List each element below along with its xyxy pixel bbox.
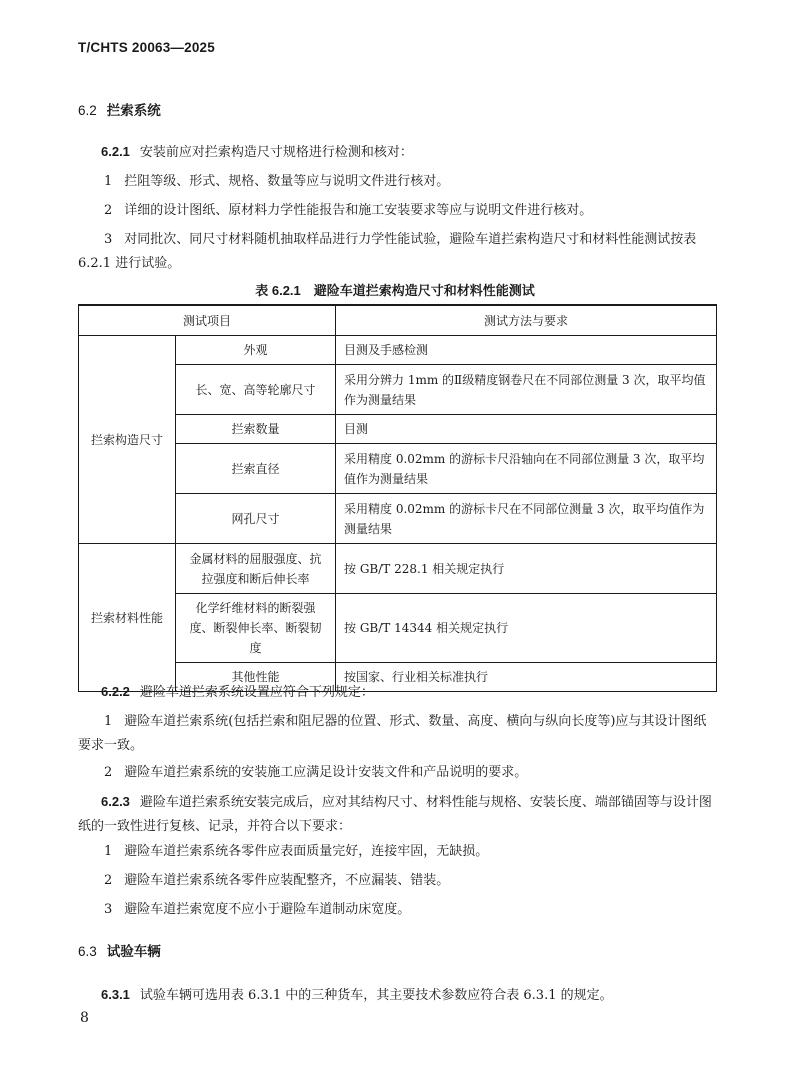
clause-6-2-2 [101,680,374,705]
list-item [78,228,718,276]
item-number: 1 [104,714,113,729]
header-cell: 测试项目 [79,305,336,336]
item-number: 2 [104,873,113,888]
spec-table [78,304,717,692]
item-text: 拦阻等级、形式、规格、数量等应与说明文件进行核对。 [124,174,450,189]
clause-number: 6.3.1 [101,987,130,1002]
page-number: 8 [80,1010,89,1026]
item-cell: 其他性能 [176,663,336,692]
list-item [104,199,592,223]
table-caption: 表 6.2.1 避险车道拦索构造尺寸和材料性能测试 [255,283,535,298]
document-code: T/CHTS 20063—2025 [78,40,215,55]
clause-text: 试验车辆可选用表 6.3.1 中的三种货车，其主要技术参数应符合表 6.3.1 的规定。 [139,988,613,1003]
table-header-row [79,305,717,336]
item-text: 详细的设计图纸、原材料力学性能报告和施工安装要求等应与说明文件进行核对。 [124,203,593,218]
item-cell: 外观 [176,336,336,365]
item-text: 避险车道拦索宽度不应小于避险车道制动床宽度。 [124,902,411,917]
section-number: 6.3 [78,944,97,959]
clause-number: 6.2.3 [101,794,130,809]
item-number: 1 [104,844,113,859]
header-cell: 测试方法与要求 [336,305,717,336]
section-heading-6-3 [78,940,161,960]
item-cell: 拦索数量 [176,415,336,444]
clause-text: 安装前应对拦索构造尺寸规格进行检测和核对： [139,145,413,160]
group-cell: 拦索材料性能 [79,544,176,692]
item-number: 1 [104,174,113,189]
table-row [79,544,717,594]
method-cell: 按 GB/T 228.1 相关规定执行 [336,544,717,594]
list-item [104,869,449,893]
clause-6-3-1 [101,983,613,1008]
clause-6-2-3 [78,790,718,839]
item-number: 2 [104,203,113,218]
group-cell: 拦索构造尺寸 [79,336,176,544]
method-cell: 按国家、行业相关标准执行 [336,663,717,692]
method-cell: 采用分辨力 1mm 的Ⅱ级精度钢卷尺在不同部位测量 3 次，取平均值作为测量结果 [336,365,717,415]
section-title: 拦索系统 [106,103,161,118]
item-text: 避险车道拦索系统(包括拦索和阻尼器的位置、形式、数量、高度、横向与纵向长度等)应与其设计图纸要求一致。 [78,714,707,753]
method-cell: 按 GB/T 14344 相关规定执行 [336,594,717,663]
table-row [79,336,717,365]
list-item [104,840,488,864]
method-cell: 采用精度 0.02mm 的游标卡尺在不同部位测量 3 次，取平均值作为测量结果 [336,494,717,544]
clause-number: 6.2.2 [101,684,130,699]
item-number: 2 [104,765,113,780]
item-cell: 化学纤维材料的断裂强度、断裂伸长率、断裂韧度 [176,594,336,663]
item-cell: 金属材料的屈服强度、抗拉强度和断后伸长率 [176,544,336,594]
item-cell: 网孔尺寸 [176,494,336,544]
clause-text: 避险车道拦索系统设置应符合下列规定： [139,685,374,700]
item-text: 避险车道拦索系统各零件应装配整齐，不应漏装、错装。 [124,873,450,888]
list-item [78,710,718,758]
section-heading-6-2 [78,99,161,119]
method-cell: 目测及手感检测 [336,336,717,365]
clause-6-2-1 [101,140,413,165]
section-number: 6.2 [78,103,97,118]
method-cell: 采用精度 0.02mm 的游标卡尺沿轴向在不同部位测量 3 次，取平均值作为测量结果 [336,444,717,494]
item-number: 3 [104,232,113,247]
list-item [104,170,449,194]
item-cell: 拦索直径 [176,444,336,494]
item-text: 避险车道拦索系统各零件应表面质量完好，连接牢固，无缺损。 [124,844,489,859]
item-text: 避险车道拦索系统的安装施工应满足设计安装文件和产品说明的要求。 [124,765,528,780]
section-title: 试验车辆 [106,944,161,959]
item-text: 对同批次、同尺寸材料随机抽取样品进行力学性能试验，避险车道拦索构造尺寸和材料性能测试按表 6.2.1 进行试验。 [78,232,697,271]
list-item [104,761,527,785]
clause-number: 6.2.1 [101,144,130,159]
clause-text: 避险车道拦索系统安装完成后，应对其结构尺寸、材料性能与规格、安装长度、端部锚固等与设计图纸的一致性进行复核、记录，并符合以下要求： [78,795,712,834]
method-cell: 目测 [336,415,717,444]
list-item [104,898,410,922]
item-number: 3 [104,902,113,917]
item-cell: 长、宽、高等轮廓尺寸 [176,365,336,415]
